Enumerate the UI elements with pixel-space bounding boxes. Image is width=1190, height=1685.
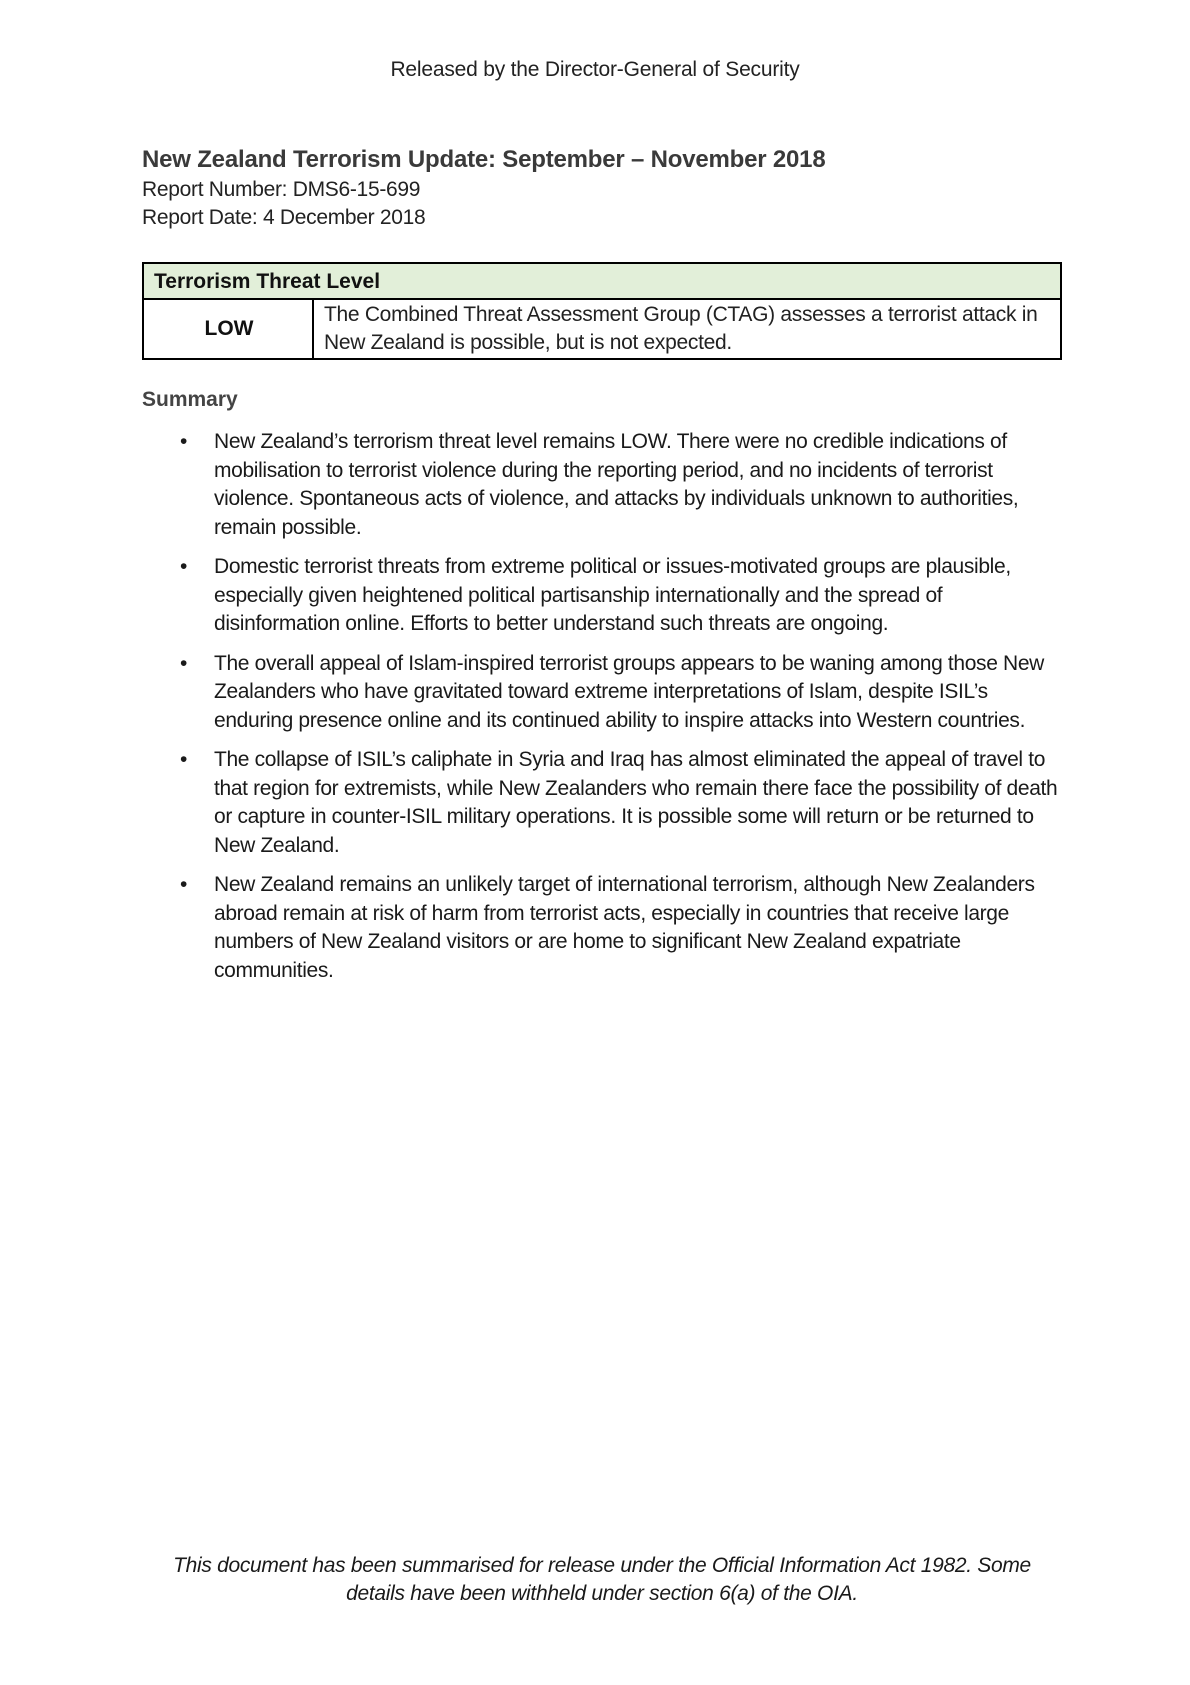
threat-table-header: Terrorism Threat Level [143,263,1061,299]
summary-heading: Summary [142,388,238,411]
threat-table-row [143,299,1061,359]
summary-item-text: The overall appeal of Islam-inspired terrorist groups appears to be waning among those New Zealanders who have gravitated toward extreme interpretations of Islam, despite ISIL’s enduring presence online and its continued ability to inspire attacks into Western countries. [214,651,1044,732]
report-number: Report Number: DMS6-15-699 [142,178,421,201]
bullet-icon: • [180,555,188,578]
bullet-icon: • [180,873,188,896]
threat-level-description: The Combined Threat Assessment Group (CTAG) assesses a terrorist attack in New Zealand is possible, but is not expected. [324,303,1038,354]
summary-item [142,428,1062,542]
summary-item-text: Domestic terrorist threats from extreme political or issues-motivated groups are plausible, especially given heightened political partisanship internationally and the spread of disinformation online. Efforts to better understand such threats are ongoing. [214,555,1011,635]
summary-item [142,746,1062,860]
threat-level-table [142,262,1062,360]
summary-item [142,871,1062,985]
threat-level-value: LOW [143,299,313,359]
bullet-icon: • [180,430,188,453]
summary-item [142,553,1062,639]
summary-item-text: New Zealand’s terrorism threat level remains LOW. There were no credible indications of mobilisation to terrorist violence during the reporting period, and no incidents of terrorist violence. Spontaneous acts of violence, and attacks by individuals unknown to authorities, remain possible. [214,430,1019,539]
bullet-icon: • [180,748,188,771]
page-title: New Zealand Terrorism Update: September – November 2018 [142,146,826,173]
report-header [142,144,1062,232]
summary-item-text: The collapse of ISIL’s caliphate in Syria and Iraq has almost eliminated the appeal of travel to that region for extremists, while New Zealanders who remain there face the possibility of death or capture in counter-ISIL military operations. It is possible some will return or be returned to New Zealand. [214,748,1058,857]
summary-list [142,428,1062,996]
bullet-icon: • [180,651,188,675]
threat-table-header-row [143,263,1061,299]
summary-item [142,650,1062,736]
summary-item-text: New Zealand remains an unlikely target of international terrorism, although New Zealanders abroad remain at risk of harm from terrorist acts, especially in countries that receive large numbers of New Zealand visitors or are home to significant New Zealand expatriate communities. [214,873,1035,982]
oia-footer-note: This document has been summarised for release under the Official Information Act 1982. Some details have been withheld under section 6(a) of the OIA. [173,1554,1031,1605]
report-date: Report Date: 4 December 2018 [142,206,426,229]
release-notice: Released by the Director-General of Security [390,58,800,81]
